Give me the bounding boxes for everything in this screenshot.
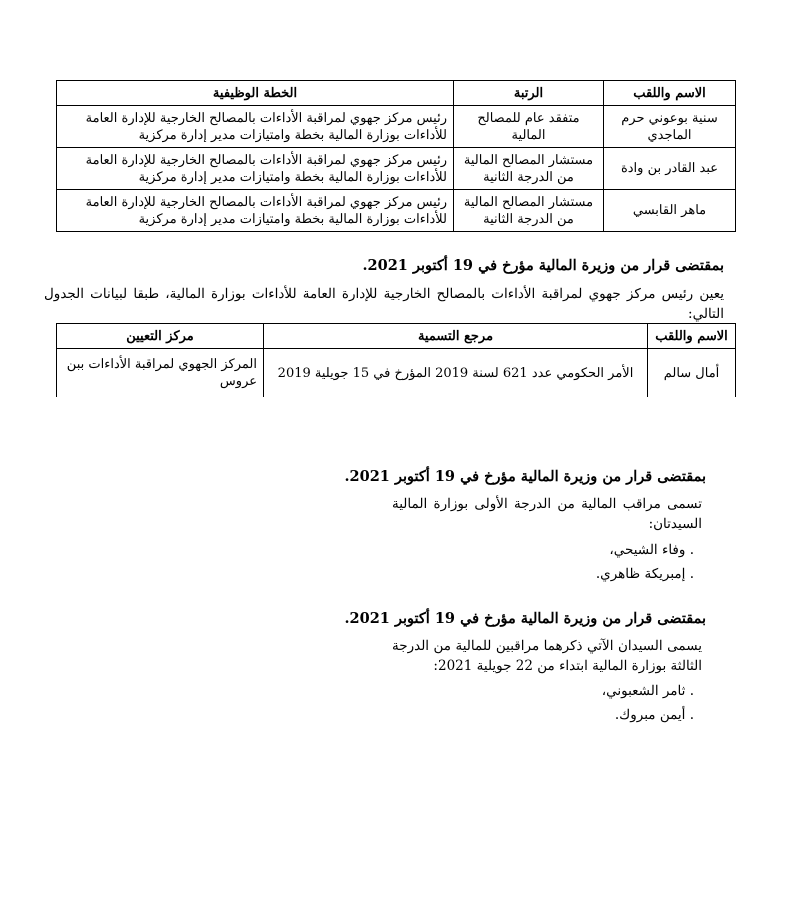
cell-rank: مستشار المصالح المالية من الدرجة الثانية (454, 190, 604, 232)
table-row (57, 349, 736, 398)
cell-center: المركز الجهوي لمراقبة الأداءات ببن عروس (57, 349, 264, 398)
appointments-table (56, 80, 736, 232)
list-item: . إمبريكة ظاهري. (595, 566, 694, 582)
section-paragraph: تسمى مراقب المالية من الدرجة الأولى بوزارة المالية السيدتان: (392, 496, 702, 532)
cell-name: عبد القادر بن وادة (604, 148, 736, 190)
column-header-name: الاسم واللقب (648, 324, 736, 349)
section-heading: بمقتضى قرار من وزيرة المالية مؤرخ في 19 أكتوبر 2021. (344, 610, 706, 627)
column-header-name: الاسم واللقب (604, 81, 736, 106)
column-header-center: مركز التعيين (57, 324, 264, 349)
cell-position: رئيس مركز جهوي لمراقبة الأداءات بالمصالح الخارجية للإدارة العامة للأداءات بوزارة المالية بخطة وامتيازات مدير إدارة مركزية (57, 190, 454, 232)
cell-position: رئيس مركز جهوي لمراقبة الأداءات بالمصالح الخارجية للإدارة العامة للأداءات بوزارة المالية بخطة وامتيازات مدير إدارة مركزية (57, 106, 454, 148)
table-header-row (57, 324, 736, 349)
column-header-reference: مرجع التسمية (264, 324, 648, 349)
cell-reference: الأمر الحكومي عدد 621 لسنة 2019 المؤرخ في 15 جويلية 2019 (264, 349, 648, 398)
section-paragraph: يسمى السيدان الآتي ذكرهما مراقبين للمالية من الدرجة الثالثة بوزارة المالية ابتداء من 22 جويلية 2021: (392, 638, 702, 674)
section-paragraph: يعين رئيس مركز جهوي لمراقبة الأداءات بالمصالح الخارجية للإدارة العامة للأداءات بوزارة المالية، طبقا لبيانات الجدول التالي: (44, 286, 724, 322)
table-row (57, 106, 736, 148)
list-item: . أيمن مبروك. (614, 707, 694, 723)
list-item: . وفاء الشيحي، (609, 542, 694, 558)
column-header-position: الخطة الوظيفية (57, 81, 454, 106)
section-heading: بمقتضى قرار من وزيرة المالية مؤرخ في 19 أكتوبر 2021. (362, 257, 724, 274)
cell-rank: مستشار المصالح المالية من الدرجة الثانية (454, 148, 604, 190)
list-item: . ثامر الشعبوني، (601, 683, 694, 699)
table-row (57, 190, 736, 232)
table-row (57, 148, 736, 190)
cell-rank: متفقد عام للمصالح المالية (454, 106, 604, 148)
section-heading: بمقتضى قرار من وزيرة المالية مؤرخ في 19 أكتوبر 2021. (344, 468, 706, 485)
cell-name: ماهر القابسي (604, 190, 736, 232)
table-header-row (57, 81, 736, 106)
cell-position: رئيس مركز جهوي لمراقبة الأداءات بالمصالح الخارجية للإدارة العامة للأداءات بوزارة المالية بخطة وامتيازات مدير إدارة مركزية (57, 148, 454, 190)
column-header-rank: الرتبة (454, 81, 604, 106)
cell-name: سنية بوعوني حرم الماجدي (604, 106, 736, 148)
assignment-table (56, 323, 736, 397)
cell-name: أمال سالم (648, 349, 736, 398)
